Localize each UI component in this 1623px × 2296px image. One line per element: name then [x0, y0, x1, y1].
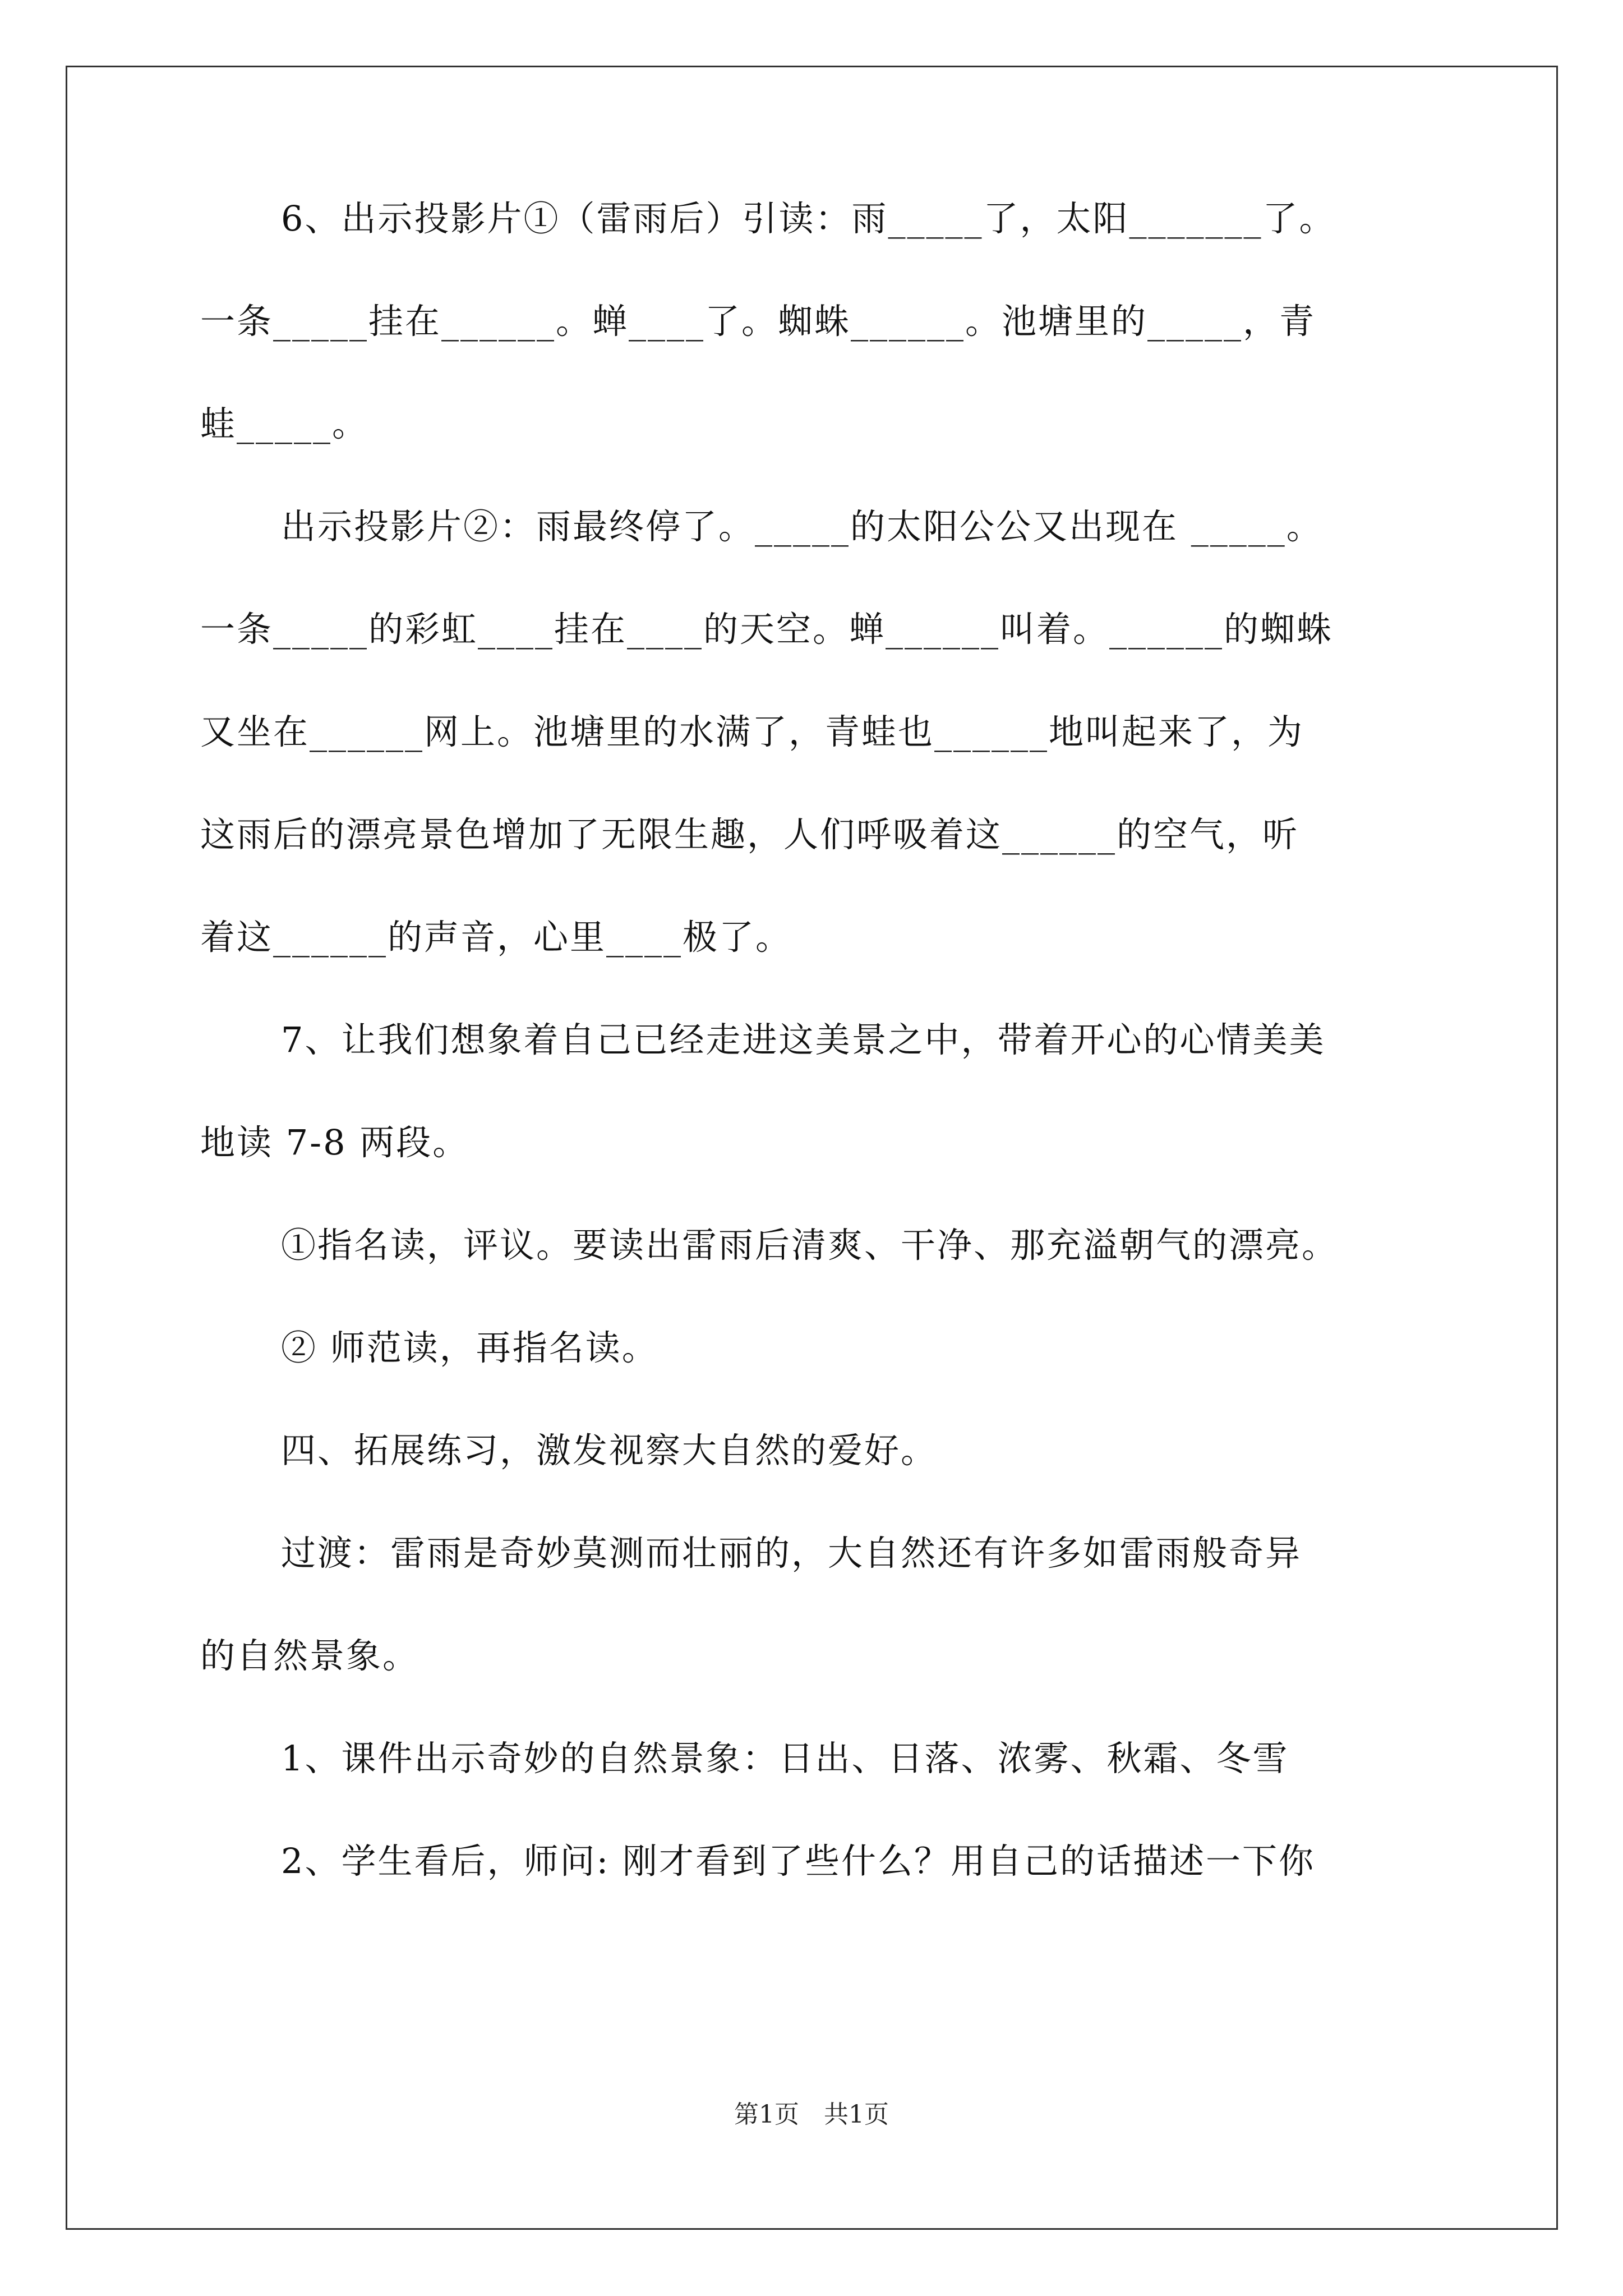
- paragraph-line: 一条_____挂在______。蝉____了。蜘蛛______。池塘里的_____，青: [200, 301, 1316, 342]
- page-footer: 第1页 共1页: [734, 2100, 889, 2129]
- paragraph-line: 又坐在______网上。池塘里的水满了，青蛙也______地叫起来了，为: [200, 711, 1304, 752]
- paragraph-line: 6、出示投影片①（雷雨后）引读：雨_____了，太阳_______了。: [281, 198, 1336, 239]
- section-heading: 四、拓展练习，激发视察大自然的爱好。: [281, 1430, 938, 1471]
- paragraph-line: 一条_____的彩虹____挂在____的天空。蝉______叫着。______的蜘蛛: [200, 609, 1334, 650]
- paragraph-line: 出示投影片②：雨最终停了。_____的太阳公公又出现在 _____。: [281, 506, 1323, 547]
- paragraph-line: 蛙_____。: [200, 403, 369, 444]
- paragraph-line: 这雨后的漂亮景色增加了无限生趣，人们呼吸着这______的空气，听: [200, 814, 1299, 855]
- paragraph-line: 2、学生看后，师问: 刚才看到了些什么？用自己的话描述一下你: [281, 1841, 1316, 1881]
- paragraph-line: 着这______的声音，心里____极了。: [200, 917, 792, 958]
- paragraph-line: 地读 7-8 两段。: [200, 1122, 469, 1163]
- paragraph-line: 7、让我们想象着自己已经走进这美景之中，带着开心的心情美美: [281, 1019, 1326, 1060]
- paragraph-line: 1、课件出示奇妙的自然景象：日出、日落、浓雾、秋霜、冬雪: [281, 1738, 1289, 1779]
- paragraph-line: ② 师范读，再指名读。: [281, 1327, 658, 1368]
- paragraph-line: 的自然景象。: [200, 1635, 419, 1676]
- paragraph-line: ①指名读，评议。要读出雷雨后清爽、干净、那充溢朝气的漂亮。: [281, 1225, 1339, 1266]
- paragraph-line: 过渡：雷雨是奇妙莫测而壮丽的，大自然还有许多如雷雨般奇异: [281, 1533, 1302, 1573]
